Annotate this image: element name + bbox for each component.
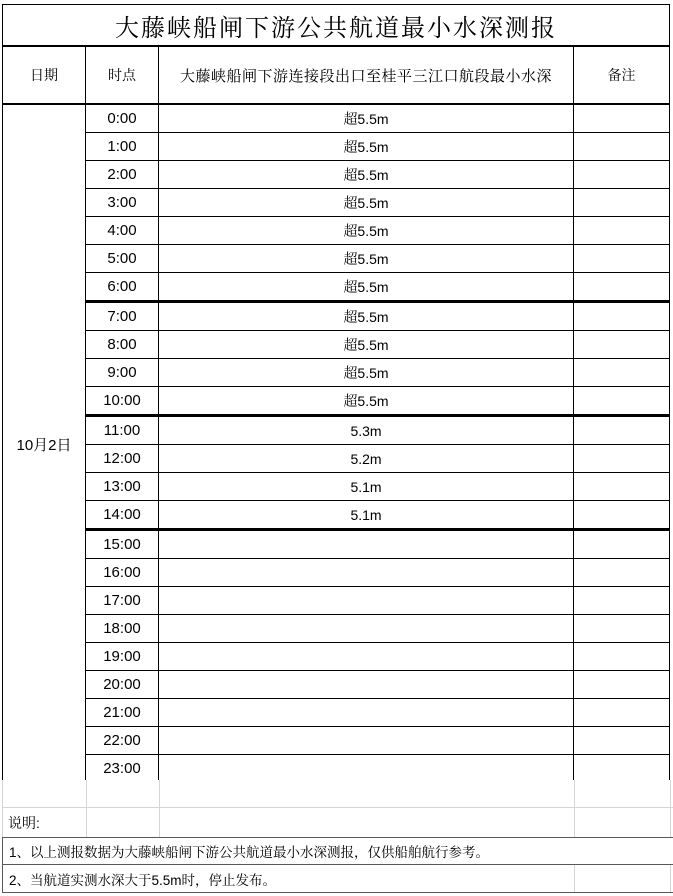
time-cell: 15:00: [86, 530, 159, 559]
table-row: [3, 643, 670, 671]
depth-cell: 超5.5m: [159, 161, 574, 189]
depth-cell: [159, 727, 574, 755]
gridline-vertical: [670, 865, 671, 892]
note-text-1: 1、以上测报数据为大藤峡船闸下游公共航道最小水深测报，仅供船舶航行参考。: [9, 845, 490, 860]
time-cell: 3:00: [86, 189, 159, 217]
table-row: [3, 302, 670, 331]
depth-cell: 超5.5m: [159, 245, 574, 273]
note-text-2: 2、当航道实测水深大于5.5m时，停止发布。: [9, 872, 277, 888]
depth-cell: 超5.5m: [159, 302, 574, 331]
time-cell: 11:00: [86, 416, 159, 445]
time-cell: 9:00: [86, 359, 159, 387]
report-title: 大藤峡船闸下游公共航道最小水深测报: [3, 5, 670, 47]
table-row: [3, 501, 670, 530]
gridline-vertical: [86, 780, 87, 807]
depth-cell: 5.1m: [159, 473, 574, 501]
remark-cell: [574, 104, 670, 133]
time-cell: 17:00: [86, 587, 159, 615]
note-row-2: [2, 865, 673, 893]
time-cell: 1:00: [86, 133, 159, 161]
table-row: [3, 727, 670, 755]
gridline-vertical: [574, 808, 575, 837]
depth-cell: 超5.5m: [159, 273, 574, 302]
depth-cell: 5.2m: [159, 445, 574, 473]
table-row: [3, 245, 670, 273]
remark-cell: [574, 189, 670, 217]
remark-cell: [574, 671, 670, 699]
time-cell: 21:00: [86, 699, 159, 727]
remark-cell: [574, 387, 670, 416]
header-remark: 备注: [574, 46, 670, 104]
header-depth: 大藤峡船闸下游连接段出口至桂平三江口航段最小水深: [159, 46, 574, 104]
gridline-vertical: [574, 865, 575, 892]
table-row: [3, 217, 670, 245]
time-cell: 14:00: [86, 501, 159, 530]
remark-cell: [574, 473, 670, 501]
depth-cell: 超5.5m: [159, 189, 574, 217]
depth-cell: 超5.5m: [159, 104, 574, 133]
depth-cell: 超5.5m: [159, 387, 574, 416]
remark-cell: [574, 530, 670, 559]
depth-cell: 超5.5m: [159, 217, 574, 245]
depth-cell: [159, 559, 574, 587]
table-row: [3, 273, 670, 302]
note-row-1: [2, 837, 673, 865]
depth-cell: 超5.5m: [159, 331, 574, 359]
remark-cell: [574, 416, 670, 445]
table-row: [3, 530, 670, 559]
remark-cell: [574, 161, 670, 189]
table-row: [3, 445, 670, 473]
remark-cell: [574, 273, 670, 302]
table-row: [3, 671, 670, 699]
depth-cell: [159, 530, 574, 559]
time-cell: 8:00: [86, 331, 159, 359]
table-row: [3, 473, 670, 501]
depth-cell: 超5.5m: [159, 359, 574, 387]
table-row: [3, 331, 670, 359]
time-cell: 12:00: [86, 445, 159, 473]
header-row: [3, 46, 670, 104]
date-cell: 10月2日: [3, 104, 86, 784]
remark-cell: [574, 133, 670, 161]
remark-cell: [574, 359, 670, 387]
time-cell: 2:00: [86, 161, 159, 189]
remark-cell: [574, 699, 670, 727]
depth-cell: 5.1m: [159, 501, 574, 530]
remark-cell: [574, 587, 670, 615]
table-row: [3, 359, 670, 387]
remark-cell: [574, 302, 670, 331]
gridline-vertical: [670, 780, 671, 807]
table-row: [3, 133, 670, 161]
time-cell: 10:00: [86, 387, 159, 416]
remark-cell: [574, 559, 670, 587]
time-cell: 13:00: [86, 473, 159, 501]
remark-cell: [574, 615, 670, 643]
table-row: [3, 104, 670, 133]
spacer-row: [2, 780, 673, 808]
table-row: [3, 559, 670, 587]
remark-cell: [574, 217, 670, 245]
table-row: [3, 161, 670, 189]
notes-label: 说明:: [8, 814, 40, 831]
table-row: [3, 587, 670, 615]
table-row: [3, 387, 670, 416]
remark-cell: [574, 445, 670, 473]
remark-cell: [574, 245, 670, 273]
remark-cell: [574, 501, 670, 530]
gridline-vertical: [574, 780, 575, 807]
table-row: [3, 699, 670, 727]
depth-cell: 超5.5m: [159, 133, 574, 161]
header-date: 日期: [3, 46, 86, 104]
table-row: [3, 615, 670, 643]
depth-cell: [159, 615, 574, 643]
gridline-vertical: [159, 780, 160, 807]
depth-cell: [159, 699, 574, 727]
notes-label-row: [2, 808, 673, 837]
depth-cell: [159, 643, 574, 671]
time-cell: 4:00: [86, 217, 159, 245]
remark-cell: [574, 643, 670, 671]
title-row: [3, 5, 670, 47]
time-cell: 19:00: [86, 643, 159, 671]
time-cell: 7:00: [86, 302, 159, 331]
time-cell: 16:00: [86, 559, 159, 587]
time-cell: 18:00: [86, 615, 159, 643]
gridline-vertical: [670, 808, 671, 837]
table-row: [3, 416, 670, 445]
gridline-vertical: [86, 808, 87, 837]
depth-report-table: [2, 4, 670, 785]
time-cell: 23:00: [86, 755, 159, 784]
remark-cell: [574, 331, 670, 359]
time-cell: 0:00: [86, 104, 159, 133]
depth-cell: [159, 587, 574, 615]
time-cell: 5:00: [86, 245, 159, 273]
table-row: [3, 189, 670, 217]
depth-cell: 5.3m: [159, 416, 574, 445]
report-table-body: [3, 5, 670, 784]
time-cell: 6:00: [86, 273, 159, 302]
remark-cell: [574, 727, 670, 755]
time-cell: 22:00: [86, 727, 159, 755]
header-time: 时点: [86, 46, 159, 104]
time-cell: 20:00: [86, 671, 159, 699]
depth-cell: [159, 671, 574, 699]
gridline-vertical: [159, 808, 160, 837]
